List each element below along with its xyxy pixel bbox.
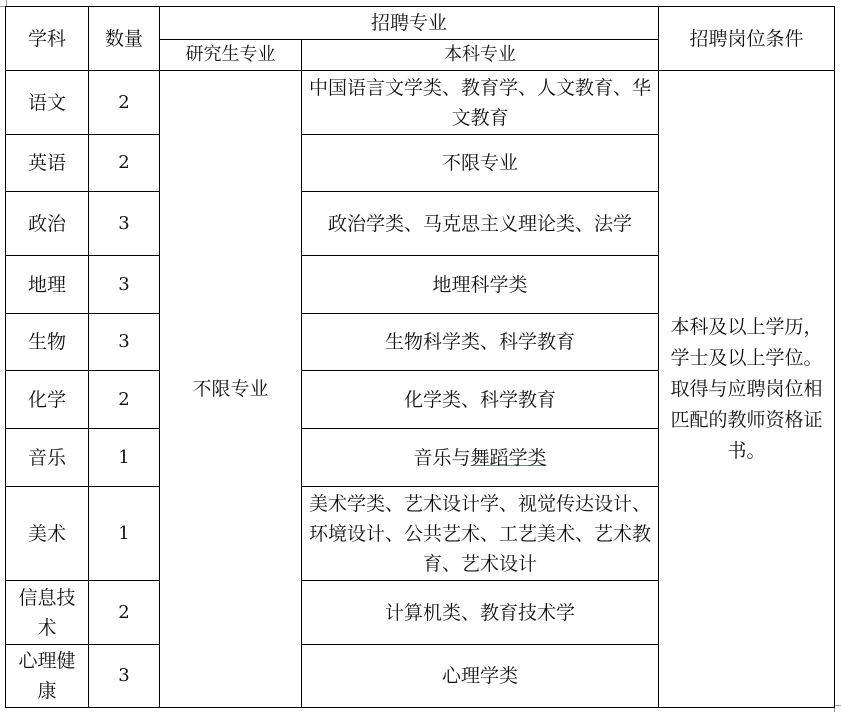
header-graduate: 研究生专业 bbox=[160, 40, 302, 71]
count-cell: 3 bbox=[89, 645, 160, 708]
undergraduate-major-cell bbox=[302, 429, 659, 487]
count-cell: 2 bbox=[89, 371, 160, 429]
header-undergraduate: 本科专业 bbox=[302, 40, 659, 71]
header-subject: 学科 bbox=[6, 7, 89, 71]
undergraduate-major-cell: 心理学类 bbox=[302, 645, 659, 708]
subject-cell: 英语 bbox=[6, 135, 89, 192]
undergraduate-major-cell: 不限专业 bbox=[302, 135, 659, 192]
count-cell: 2 bbox=[89, 581, 160, 645]
count-cell: 3 bbox=[89, 192, 160, 256]
undergraduate-major-cell: 计算机类、教育技术学 bbox=[302, 581, 659, 645]
count-cell: 3 bbox=[89, 314, 160, 371]
count-cell: 2 bbox=[89, 71, 160, 135]
page-corner-mark-bottom-right bbox=[834, 705, 841, 712]
subject-cell: 政治 bbox=[6, 192, 89, 256]
undergraduate-major-cell: 地理科学类 bbox=[302, 256, 659, 314]
recruitment-table bbox=[5, 6, 835, 708]
header-count: 数量 bbox=[89, 7, 160, 71]
conditions-cell: 本科及以上学历，学士及以上学位。取得与应聘岗位相匹配的教师资格证书。 bbox=[659, 71, 835, 708]
graduate-major-cell: 不限专业 bbox=[160, 71, 302, 708]
header-conditions: 招聘岗位条件 bbox=[659, 7, 835, 71]
subject-cell: 音乐 bbox=[6, 429, 89, 487]
undergraduate-major-cell: 生物科学类、科学教育 bbox=[302, 314, 659, 371]
subject-cell: 化学 bbox=[6, 371, 89, 429]
subject-cell: 信息技术 bbox=[6, 581, 89, 645]
subject-cell: 语文 bbox=[6, 71, 89, 135]
undergraduate-major-cell: 政治学类、马克思主义理论类、法学 bbox=[302, 192, 659, 256]
undergraduate-major-cell: 中国语言文学类、教育学、人文教育、华文教育 bbox=[302, 71, 659, 135]
subject-cell: 美术 bbox=[6, 487, 89, 581]
undergraduate-major-cell: 化学类、科学教育 bbox=[302, 371, 659, 429]
count-cell: 1 bbox=[89, 487, 160, 581]
subject-cell: 地理 bbox=[6, 256, 89, 314]
undergraduate-major-link[interactable]: 舞蹈学类 bbox=[470, 446, 547, 469]
subject-cell: 生物 bbox=[6, 314, 89, 371]
count-cell: 3 bbox=[89, 256, 160, 314]
table-row bbox=[6, 71, 835, 135]
count-cell: 1 bbox=[89, 429, 160, 487]
recruitment-table-container bbox=[5, 6, 835, 708]
undergraduate-major-prefix: 音乐与 bbox=[413, 446, 471, 469]
header-row-top bbox=[6, 7, 835, 40]
undergraduate-major-cell: 美术学类、艺术设计学、视觉传达设计、环境设计、公共艺术、工艺美术、艺术教育、艺术设计 bbox=[302, 487, 659, 581]
subject-cell: 心理健康 bbox=[6, 645, 89, 708]
header-major: 招聘专业 bbox=[160, 7, 659, 40]
count-cell: 2 bbox=[89, 135, 160, 192]
